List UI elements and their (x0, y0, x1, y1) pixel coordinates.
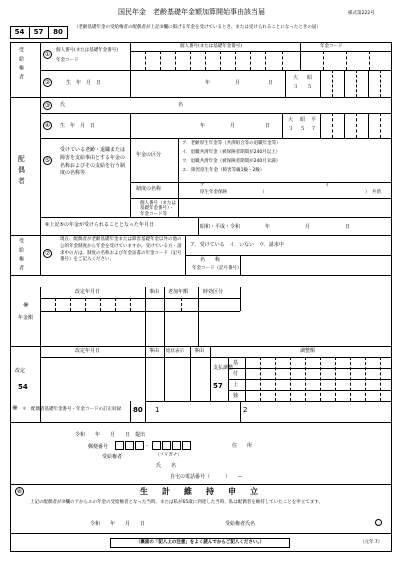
given-name-label: 名 (178, 102, 184, 108)
seal-mark (375, 519, 382, 526)
side-label-spouse: 配偶者 (17, 155, 26, 188)
office-use-mark: ※ (23, 301, 29, 309)
footer-note: （裏面の「記入上の注意」をよく読んでからご記入ください。） (135, 540, 265, 545)
receiving-status-options[interactable]: ア．受けている イ．いない ウ．請求中 (190, 242, 284, 248)
submission-date[interactable]: 令和 年 月 日 提出 (75, 432, 146, 438)
code-54-lower: 54 (18, 383, 28, 391)
section-3-number: ③ (44, 102, 51, 109)
system-name-header: 制度の名称 (136, 186, 162, 192)
livelihood-title: 生 計 維 持 申 立 (140, 487, 261, 496)
revision-label: 改定 (15, 368, 26, 374)
system-kyosai: 共済 (372, 190, 381, 195)
form-title: 国民年金 老齢基礎年金額加算開始事由該当届 (118, 8, 265, 16)
section-7-number: ⑦ (44, 250, 51, 257)
livelihood-body: 上記の配偶者が③欄のアからエの年金の受給権者となった当時、または私が65歳に到達した当時、私は配偶者を維持していたことを申立てます。 (30, 500, 323, 505)
code-label: 年金コード (56, 58, 79, 63)
code-col-header: 年金コード (320, 44, 343, 49)
era-showa: 昭 (307, 75, 313, 81)
section-2-number: ② (44, 79, 51, 86)
intro-text: （老齢基礎年金の受給権者の配偶者が上記③欄に掲げる年金を受けているとき、または受けられることになったときの届） (74, 25, 321, 30)
phone-label: 自宅の電話番号（ ） ー (170, 474, 243, 480)
side-label-recipient: 受給権者 (18, 47, 24, 83)
section-4-number: ④ (44, 122, 51, 129)
form-number: 様式第222号 (348, 11, 375, 16)
form-page: 国民年金 老齢基礎年金額加算開始事由該当届 様式第222号 54 57 80 （老齢基礎年金の受給権者の配偶者が上記③欄に掲げる年金を受けているとき、または受けられることになったときの届） 受給権者 ① 個人番号(または基礎年金番号) 年金コード 個人番号(または基礎年金番号) 年金コード ② 生 年 月 日 年 月 日 大 ３ 昭 ５ 配偶者 ③ 氏 名 ④ 生 年 月 日 年 月 日 大 ３ 昭 ５ 平 ７ ⑤ 受けている老齢・退職または障害を支給事由とする年金の名称およびその支給を行う制度の名称等 年金の区分 ア．老齢厚生年金等（共済組合等の退職年金等） イ．退職共済年金（被保険者期間が240月以上） ウ．退職共済年金（被保険者期間が240月未満） エ．障害厚生年金（障害等級1級・2級） 制度の名称 ア イ 厚生年金保険 （ ） 共済 個人番号（または基礎年金番号）・年金コード等 ⑥上記⑤の年金が受けられることとなった年月日 昭和・平成・令和 年 月 日 受給権者 ⑦ 現在、配偶者が老齢基礎年金または障害基礎年金以外の他の公的年金制度から年金を受けていますか。受けている方・請求中の方は、制度の名称および年金証書の年金コード（記号番号）をご記入ください。 ア．受けている イ．いない ウ．請求中 名 称 年金コード（記号番号） ※ 年金額 改定年月日 事由 老加年額 時効区分 改定年月日 事由 給状表示 事由 調整額 改定 54 支払調整 57 基 付 上 独 ※ ＊ 配偶者基礎年金番号・年金コードの訂正収録 80 1 2 令和 年 月 日 提出 郵便番号 - 住 所 （フリガナ） 受給権者 氏 名 自宅の電話番号（ ） ー ⑧ 生 計 維 持 申 立 上記の配偶者が③欄のアからエの年金の受給権者となった当時、または私が65歳に到達した当時、私は配偶者を維持していたことを申立てます。 令和 年 月 日 受給権者氏名 （裏面の「記入上の注意」をよく読んでからご記入ください。） （元年.7） (0, 0, 400, 566)
section-1-number: ① (44, 51, 51, 58)
surname-label: 氏 (60, 102, 66, 108)
code-54: 54 (14, 28, 25, 36)
code-57: 57 (33, 28, 44, 36)
revision-date: （元年.7） (360, 540, 383, 545)
name-label: 氏 名 (156, 463, 177, 469)
other-pension-question: 現在、配偶者が老齢基礎年金または障害基礎年金以外の他の公的年金制度から年金を受けていますか。受けている方・請求中の方は、制度の名称および年金証書の年金コード（記号番号）をご記入ください。 (60, 237, 182, 263)
system-kosei: 厚生年金保険 (200, 190, 227, 195)
pension-amount-label: 年金額 (18, 315, 34, 321)
pid-label: 個人番号(または基礎年金番号) (56, 48, 119, 53)
section-6-label: ⑥上記⑤の年金が受けられることとなった年月日 (45, 222, 154, 228)
zip-cell[interactable] (115, 441, 124, 450)
pension-code-header: 個人番号（または基礎年金番号）・年金コード等 (140, 201, 176, 217)
pension-category-header: 年金の区分 (136, 152, 162, 158)
section-5-number: ⑤ (44, 157, 51, 164)
birthdate-label-1: 生 年 月 日 (66, 80, 102, 86)
code-80: 80 (53, 28, 63, 36)
era-taisho: 大 (293, 75, 299, 81)
pid-col-header: 個人番号(または基礎年金番号) (180, 44, 243, 49)
correction-record-label: ＊ 配偶者基礎年金番号・年金コードの訂正収録 (22, 407, 121, 412)
birthdate-label-2: 生 年 月 日 (60, 123, 96, 129)
pension-type-description: 受けている老齢・退職または障害を支給事由とする年金の名称およびその支給を行う制度の名称等 (60, 147, 126, 177)
side-label-recipient-2: 受給権者 (18, 238, 24, 274)
